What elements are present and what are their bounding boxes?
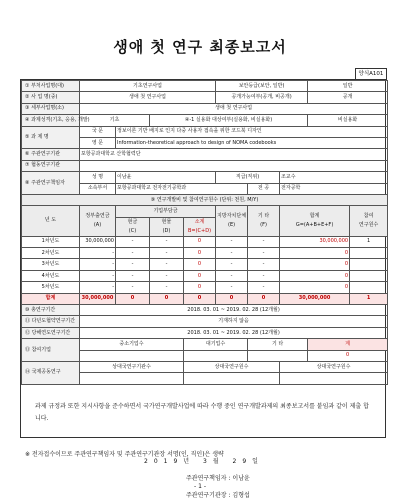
- col-inkind: 현물 (D): [150, 217, 184, 236]
- budget-row: [22, 236, 388, 247]
- value-title-english: Information-theoretical approach to design of NOMA codebooks: [116, 137, 388, 148]
- budget-cell-cash: -: [116, 248, 150, 259]
- budget-cell-cash: -: [116, 282, 150, 293]
- budget-cell-total: 0: [280, 270, 350, 281]
- value-pi-major: 전자공학: [280, 183, 388, 194]
- label-current-period: ⑫ 당해연도연구기간: [22, 327, 80, 338]
- budget-cell-local: -: [216, 270, 248, 281]
- row-intl-head: [22, 361, 388, 372]
- row-total-period: [22, 305, 388, 316]
- col-cash: 현금 (C): [116, 217, 150, 236]
- budget-cell-year: 2차년도: [22, 248, 80, 259]
- budget-cell-inkind: -: [150, 270, 184, 281]
- row-budget-header: [22, 194, 388, 205]
- budget-cell-total: 0: [280, 282, 350, 293]
- budget-cell-cash: -: [116, 236, 150, 247]
- total-other: 0: [248, 293, 280, 304]
- row-pi-name: [22, 172, 388, 183]
- row-coop-institution: [22, 160, 388, 171]
- form-code-box: 양식A101: [355, 68, 387, 80]
- budget-cell-gov: -: [80, 282, 116, 293]
- label-program-large: ① 부처사업명(대): [22, 81, 80, 92]
- col-sme-count: 중소기업수: [80, 339, 184, 350]
- value-task-nature: 기초: [80, 115, 150, 126]
- label-pi-major: 전 공: [248, 183, 280, 194]
- value-program-mid: 생애 첫 연구사업: [80, 92, 216, 103]
- sign-day: 29일: [232, 458, 264, 465]
- budget-cell-other: -: [248, 236, 280, 247]
- value-current-period: 2018. 03. 01 ~ 2019. 02. 28 (12개월): [80, 327, 388, 338]
- row-program-large: [22, 81, 388, 92]
- budget-cell-gov: -: [80, 270, 116, 281]
- col-other-count: 기 타: [248, 339, 308, 350]
- budget-cell-other: -: [248, 270, 280, 281]
- report-title: 생애 첫 연구 최종보고서: [113, 38, 287, 56]
- budget-cell-gov: -: [80, 259, 116, 270]
- col-local-gov: 지방자치단체 (E): [216, 206, 248, 236]
- value-partner-institutions: [80, 373, 184, 384]
- budget-cell-gov: -: [80, 248, 116, 259]
- footnote: ※ 전자접수이므로 주관연구책임자 및 주관연구기관장 서명(인, 직인)은 생략: [25, 451, 224, 458]
- col-year: 년 도: [22, 206, 80, 236]
- sign-month: 3월: [203, 458, 225, 465]
- row-current-period: [22, 327, 388, 338]
- row-budget-total: [22, 293, 388, 304]
- budget-cell-other: -: [248, 259, 280, 270]
- col-government: 정부출연금 (A): [80, 206, 116, 236]
- budget-cell-year: 3차년도: [22, 259, 80, 270]
- budget-cell-sub: 0: [184, 282, 216, 293]
- total-researchers: 1: [350, 293, 388, 304]
- total-government: 30,000,000: [80, 293, 116, 304]
- budget-cell-total: 0: [280, 259, 350, 270]
- sign-year: 2019년: [144, 458, 196, 465]
- budget-row: [22, 259, 388, 270]
- budget-cell-sub: 0: [184, 248, 216, 259]
- budget-cell-total: 30,000,000: [280, 236, 350, 247]
- label-program-small: ③ 세부사업명(소): [22, 103, 80, 114]
- budget-cell-researchers: 1: [350, 236, 388, 247]
- budget-cell-total: 0: [280, 248, 350, 259]
- total-local-gov: 0: [216, 293, 248, 304]
- value-large-count: [184, 350, 248, 361]
- label-task-title: ⑤ 과 제 명: [22, 126, 80, 149]
- row-program-small: [22, 103, 388, 114]
- page-number: - 1 -: [194, 483, 206, 490]
- budget-cell-gov: 30,000,000: [80, 236, 116, 247]
- budget-cell-local: -: [216, 282, 248, 293]
- budget-cell-local: -: [216, 248, 248, 259]
- row-multiyear-period: [22, 316, 388, 327]
- label-coop-institution: ⑦ 협동연구기관: [22, 160, 80, 171]
- value-pi-name: 이남윤: [116, 172, 216, 183]
- total-subtotal: 0: [184, 293, 216, 304]
- budget-row: [22, 248, 388, 259]
- label-pi-dept: 소속부서: [80, 183, 116, 194]
- budget-cell-sub: 0: [184, 236, 216, 247]
- label-participating-companies: ⑬ 참여기업: [22, 339, 80, 362]
- label-international: ⑭ 국제공동연구: [22, 361, 80, 384]
- budget-cell-cash: -: [116, 259, 150, 270]
- label-title-korean: 국 문: [80, 126, 116, 137]
- budget-cell-local: -: [216, 259, 248, 270]
- row-task-nature: [22, 115, 388, 126]
- label-lead-institution: ⑥ 주관연구기관: [22, 149, 80, 160]
- total-inkind: 0: [150, 293, 184, 304]
- label-principal-investigator: ⑧ 주관연구책임자: [22, 172, 80, 195]
- value-program-small: 생애 첫 연구사업: [80, 103, 388, 114]
- label-commercialization: ④-1 실용화 대상여부(실용화, 비실용화): [150, 115, 308, 126]
- value-sum-count: 0: [308, 350, 388, 361]
- budget-cell-researchers: [350, 282, 388, 293]
- col-total: 합계 G=(A+B+E+F): [280, 206, 350, 236]
- label-multiyear-period: ⑪ 다년도협약연구기간: [22, 316, 80, 327]
- budget-cell-year: 5차년도: [22, 282, 80, 293]
- budget-cell-year: 1차년도: [22, 236, 80, 247]
- value-commercialization: 비실용화: [308, 115, 388, 126]
- report-form-table: [21, 80, 388, 385]
- value-security-level: 일반: [308, 81, 388, 92]
- label-title-english: 영 문: [80, 137, 116, 148]
- budget-cell-cash: -: [116, 270, 150, 281]
- label-disclosure: 공개가능여부(공개, 비공개): [216, 92, 308, 103]
- col-private-group: 기업부담금: [116, 206, 216, 217]
- budget-rows: [22, 236, 388, 293]
- total-year: 합계: [22, 293, 80, 304]
- value-program-large: 기초연구사업: [80, 81, 216, 92]
- value-other-count: [248, 350, 308, 361]
- label-program-mid: ② 사 업 명(중): [22, 92, 80, 103]
- budget-row: [22, 282, 388, 293]
- budget-cell-inkind: -: [150, 259, 184, 270]
- label-security-level: 보안등급(보안, 일반): [216, 81, 308, 92]
- row-participation-head: [22, 339, 388, 350]
- col-other: 기 타 (F): [248, 206, 280, 236]
- budget-cell-researchers: [350, 248, 388, 259]
- row-program-mid: [22, 92, 388, 103]
- label-task-nature: ④ 과제성격(기초, 응용, 개발): [22, 115, 80, 126]
- col-partner-institutions: 상대국연구기관수: [80, 361, 184, 372]
- col-partner-researchers-2: 상대국연구원수: [280, 361, 388, 372]
- value-partner-researchers-2: [280, 373, 388, 384]
- budget-cell-inkind: -: [150, 248, 184, 259]
- budget-cell-inkind: -: [150, 236, 184, 247]
- row-task-title-ko: [22, 126, 388, 137]
- value-title-korean: 정보이론 기반 배지로 인지 다중 사용자 접속을 위한 코드북 디자인: [116, 126, 388, 137]
- value-pi-position: 조교수: [280, 172, 388, 183]
- value-sme-count: [80, 350, 184, 361]
- submission-statement: 과제 규정과 또한 지시사항을 준수하면서 국가연구개발사업에 따라 수행 중인 연구개발과제의 최종보고서를 붙임과 같이 제출 합니다.: [35, 403, 369, 422]
- value-partner-researchers: [184, 373, 280, 384]
- budget-cell-sub: 0: [184, 270, 216, 281]
- signature-researcher: 주관연구책임자 : 이남윤: [186, 475, 250, 482]
- value-pi-dept: 포항공과대학교 전자전기공학과: [116, 183, 248, 194]
- value-disclosure: 공개: [308, 92, 388, 103]
- value-coop-institution: [80, 160, 388, 171]
- budget-cell-researchers: [350, 259, 388, 270]
- col-researchers: 참여 연구원수: [350, 206, 388, 236]
- budget-cell-inkind: -: [150, 282, 184, 293]
- value-lead-institution: 포항공과대학교 산학협력단: [80, 149, 388, 160]
- label-total-period: ⑩ 총연구기간: [22, 305, 80, 316]
- budget-cell-year: 4차년도: [22, 270, 80, 281]
- label-pi-name: 성 명: [80, 172, 116, 183]
- signature-institution-head: 주관연구기관장 : 김형섭: [186, 492, 250, 499]
- label-pi-position: 직급(직위): [216, 172, 280, 183]
- col-sum-count: 계: [308, 339, 388, 350]
- budget-cell-other: -: [248, 282, 280, 293]
- budget-cell-sub: 0: [184, 259, 216, 270]
- budget-cell-other: -: [248, 248, 280, 259]
- budget-cell-local: -: [216, 236, 248, 247]
- row-budget-colheads-1: [22, 206, 388, 217]
- col-subtotal: 소계 B=(C+D): [184, 217, 216, 236]
- value-multiyear-period: 기재하지 않음: [80, 316, 388, 327]
- value-total-period: 2018. 03. 01 ~ 2019. 02. 28 (12개월): [80, 305, 388, 316]
- total-sum: 30,000,000: [280, 293, 350, 304]
- budget-cell-researchers: [350, 270, 388, 281]
- total-cash: 0: [116, 293, 150, 304]
- col-large-count: 대기업수: [184, 339, 248, 350]
- budget-row: [22, 270, 388, 281]
- budget-section-title: ⑨ 연구개발비 및 참여연구원수 (단위: 천원, M/Y): [22, 194, 388, 205]
- row-lead-institution: [22, 149, 388, 160]
- col-partner-researchers: 상대국연구원수: [184, 361, 280, 372]
